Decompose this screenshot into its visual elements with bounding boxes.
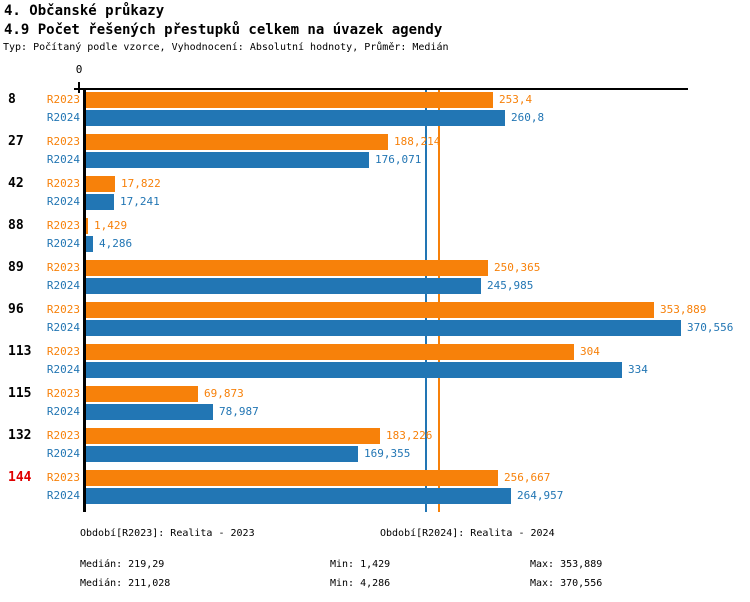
bar-r2024 <box>86 152 369 168</box>
bar-r2024 <box>86 278 481 294</box>
category-label: 132 <box>8 428 32 443</box>
bar-r2024 <box>86 194 114 210</box>
bar-r2023 <box>86 134 388 150</box>
bar-r2024 <box>86 404 213 420</box>
bar-r2024 <box>86 320 681 336</box>
bar-value-label: 176,071 <box>375 153 422 166</box>
bar-value-label: 334 <box>628 363 648 376</box>
axis-zero-label: 0 <box>75 63 83 76</box>
bar-value-label: 4,286 <box>99 237 133 250</box>
bar-value-label: 264,957 <box>517 489 564 502</box>
series-tick-label: R2024 <box>46 153 80 166</box>
stat-max-r2024: Max: 370,556 <box>530 578 603 589</box>
series-tick-label: R2024 <box>46 489 80 502</box>
stat-max-r2023: Max: 353,889 <box>530 559 603 570</box>
bar-r2023 <box>86 176 115 192</box>
category-label: 115 <box>8 386 32 401</box>
bar-value-label: 17,241 <box>120 195 160 208</box>
bar-r2023 <box>86 386 198 402</box>
bar-r2024 <box>86 488 511 504</box>
category-label: 8 <box>8 92 16 107</box>
bar-value-label: 260,8 <box>511 111 545 124</box>
series-tick-label: R2024 <box>46 111 80 124</box>
series-tick-label: R2024 <box>46 195 80 208</box>
category-label: 144 <box>8 470 32 485</box>
chart-meta-line: Typ: Počítaný podle vzorce, Vyhodnocení: Absolutní hodnoty, Průměr: Medián <box>3 42 449 53</box>
series-tick-label: R2024 <box>46 279 80 292</box>
page-title: 4. Občanské průkazy <box>4 3 165 19</box>
category-label: 89 <box>8 260 24 275</box>
bar-r2024 <box>86 110 505 126</box>
median-line-r2024 <box>425 88 427 512</box>
stat-median-r2024: Medián: 211,028 <box>80 578 171 589</box>
series-tick-label: R2023 <box>46 177 80 190</box>
stat-min-r2023: Min: 1,429 <box>330 559 391 570</box>
series-tick-label: R2024 <box>46 405 80 418</box>
series-tick-label: R2024 <box>46 363 80 376</box>
series-tick-label: R2023 <box>46 387 80 400</box>
category-label: 113 <box>8 344 32 359</box>
bar-value-label: 250,365 <box>494 261 541 274</box>
series-tick-label: R2023 <box>46 471 80 484</box>
series-tick-label: R2023 <box>46 219 80 232</box>
bar-r2023 <box>86 428 380 444</box>
series-tick-label: R2024 <box>46 447 80 460</box>
stat-min-r2024: Min: 4,286 <box>330 578 391 589</box>
axis-vertical-line <box>83 88 86 512</box>
category-label: 88 <box>8 218 24 233</box>
bar-value-label: 78,987 <box>219 405 259 418</box>
axis-top-line <box>74 88 688 90</box>
series-tick-label: R2024 <box>46 321 80 334</box>
bar-value-label: 245,985 <box>487 279 534 292</box>
bar-r2023 <box>86 344 574 360</box>
series-tick-label: R2023 <box>46 429 80 442</box>
bar-value-label: 353,889 <box>660 303 707 316</box>
bar-value-label: 69,873 <box>204 387 244 400</box>
bar-r2024 <box>86 446 358 462</box>
series-tick-label: R2023 <box>46 303 80 316</box>
stat-median-r2023: Medián: 219,29 <box>80 559 165 570</box>
series-tick-label: R2023 <box>46 261 80 274</box>
bar-value-label: 17,822 <box>121 177 161 190</box>
bar-value-label: 169,355 <box>364 447 411 460</box>
bar-value-label: 370,556 <box>687 321 734 334</box>
category-label: 27 <box>8 134 24 149</box>
category-label: 96 <box>8 302 24 317</box>
bar-r2024 <box>86 362 622 378</box>
bar-value-label: 183,226 <box>386 429 433 442</box>
bar-value-label: 188,214 <box>394 135 441 148</box>
bar-value-label: 1,429 <box>94 219 128 232</box>
bar-r2023 <box>86 260 488 276</box>
bar-r2023 <box>86 92 493 108</box>
bar-r2023 <box>86 470 498 486</box>
bar-value-label: 256,667 <box>504 471 551 484</box>
bar-value-label: 253,4 <box>499 93 533 106</box>
series-tick-label: R2023 <box>46 135 80 148</box>
series-tick-label: R2024 <box>46 237 80 250</box>
category-label: 42 <box>8 176 24 191</box>
legend-r2024: Období[R2024]: Realita - 2024 <box>380 528 555 539</box>
median-line-r2023 <box>438 88 440 512</box>
bar-value-label: 304 <box>580 345 600 358</box>
legend-r2023: Období[R2023]: Realita - 2023 <box>80 528 255 539</box>
bar-r2023 <box>86 218 88 234</box>
bar-r2023 <box>86 302 654 318</box>
bar-r2024 <box>86 236 93 252</box>
series-tick-label: R2023 <box>46 93 80 106</box>
series-tick-label: R2023 <box>46 345 80 358</box>
chart-title: 4.9 Počet řešených přestupků celkem na úvazek agendy <box>4 22 443 38</box>
